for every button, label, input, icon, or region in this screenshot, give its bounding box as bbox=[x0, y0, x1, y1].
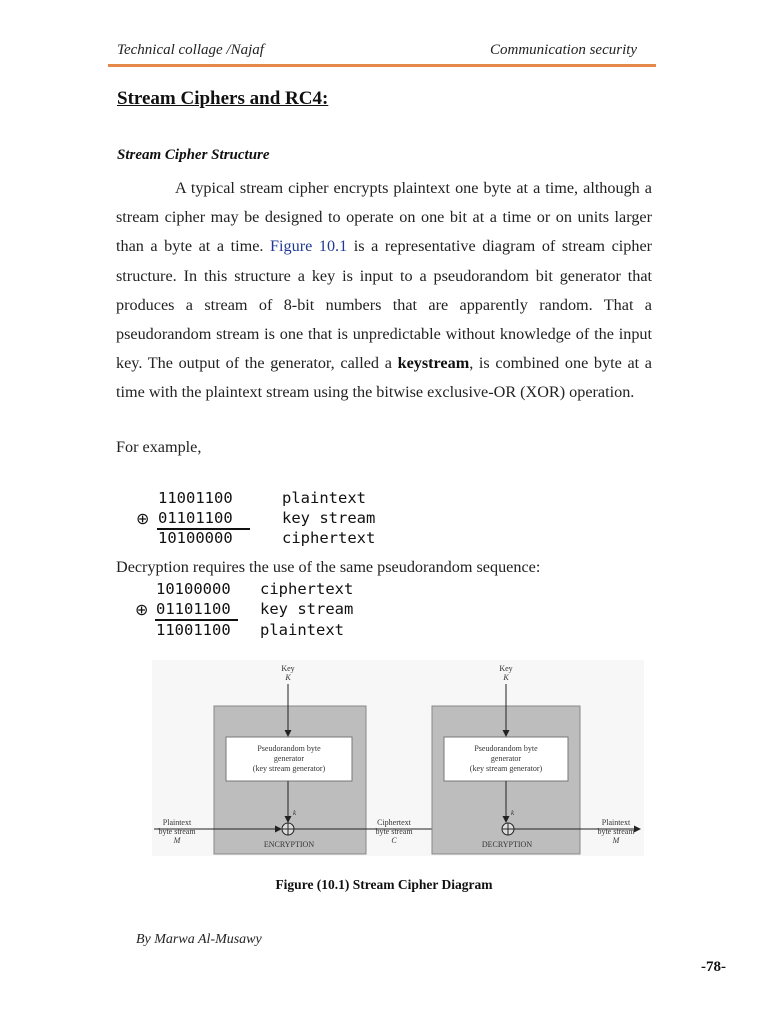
plaintext-out-line-1: Plaintext bbox=[601, 818, 631, 827]
decryption-intro: Decryption requires the use of the same pseudorandom sequence: bbox=[116, 558, 541, 576]
page-number: -78- bbox=[701, 959, 726, 975]
xor-icon: ⊕ bbox=[136, 509, 150, 528]
dec-row-1-label: ciphertext bbox=[260, 580, 354, 598]
dec-row-3-bits: 11001100 bbox=[156, 621, 231, 639]
dec-row-2-label: key stream bbox=[260, 600, 354, 618]
enc-row-1-bits: 11001100 bbox=[158, 489, 233, 507]
footer-author: By Marwa Al-Musawy bbox=[136, 932, 262, 947]
stream-cipher-diagram bbox=[152, 660, 644, 856]
enc-k-symbol: k bbox=[293, 809, 297, 817]
dec-key-label: Key bbox=[499, 664, 513, 673]
figure-reference: Figure 10.1 bbox=[270, 237, 348, 256]
enc-row-2-bits: 01101100 bbox=[158, 509, 233, 527]
ciphertext-line-1: Ciphertext bbox=[377, 818, 411, 827]
enc-row-2-label: key stream bbox=[282, 509, 376, 527]
enc-gen-line-1: Pseudorandom byte bbox=[257, 744, 321, 753]
enc-row-3-bits: 10100000 bbox=[158, 529, 233, 547]
enc-gen-line-2: generator bbox=[273, 754, 305, 763]
paragraph-part-2: is a representative diagram of stream cipher structure. In this structure a key is input to a pseudorandom bit generator that produces a stream of 8-bit numbers that are apparently random. That a pseudorandom stream is one that is unpredictable without knowledge of the input key. The output of the generator, called a bbox=[116, 237, 653, 373]
enc-row-3-label: ciphertext bbox=[282, 529, 376, 547]
example-intro: For example, bbox=[116, 438, 202, 456]
enc-row-1-label: plaintext bbox=[282, 489, 366, 507]
xor-icon: ⊕ bbox=[135, 600, 149, 619]
keystream-term: keystream bbox=[397, 354, 470, 373]
dec-gen-line-3: (key stream generator) bbox=[469, 764, 543, 773]
dec-row-2-bits: 01101100 bbox=[156, 600, 231, 618]
dec-row-1-bits: 10100000 bbox=[156, 580, 231, 598]
enc-key-symbol: K bbox=[285, 673, 291, 682]
dec-k-symbol: k bbox=[511, 809, 515, 817]
figure-caption: Figure (10.1) Stream Cipher Diagram bbox=[275, 877, 493, 892]
plaintext-out-symbol: M bbox=[612, 836, 620, 845]
paragraph-part-1: A typical stream cipher encrypts plaintext one byte at a time, although a stream cipher may be designed to operate on one bit at a time or on units larger than a byte at a time. bbox=[116, 179, 652, 256]
plaintext-in-line-1: Plaintext bbox=[162, 818, 192, 827]
paragraph-part-3: , is combined one byte at a time with the plaintext stream using the bitwise exclusive-OR (XOR) operation. bbox=[116, 354, 652, 402]
dec-key-symbol: K bbox=[503, 673, 509, 682]
plaintext-in-symbol: M bbox=[173, 836, 181, 845]
plaintext-out-line-2: byte stream bbox=[597, 827, 635, 836]
dec-row-3-label: plaintext bbox=[260, 621, 344, 639]
header-right: Communication security bbox=[490, 42, 638, 58]
header-left: Technical collage /Najaf bbox=[117, 42, 264, 58]
dec-gen-line-1: Pseudorandom byte bbox=[474, 744, 538, 753]
plaintext-in-line-2: byte stream bbox=[158, 827, 196, 836]
enc-gen-line-3: (key stream generator) bbox=[252, 764, 326, 773]
decryption-label: DECRYPTION bbox=[481, 840, 533, 849]
body-paragraph bbox=[116, 174, 652, 408]
ciphertext-line-2: byte stream bbox=[375, 827, 413, 836]
ciphertext-symbol: C bbox=[391, 836, 397, 845]
encryption-label: ENCRYPTION bbox=[263, 840, 315, 849]
enc-key-label: Key bbox=[281, 664, 295, 673]
dec-gen-line-2: generator bbox=[490, 754, 522, 763]
section-title: Stream Ciphers and RC4: bbox=[117, 88, 329, 109]
header-rule bbox=[108, 64, 656, 67]
subheading: Stream Cipher Structure bbox=[117, 147, 270, 163]
